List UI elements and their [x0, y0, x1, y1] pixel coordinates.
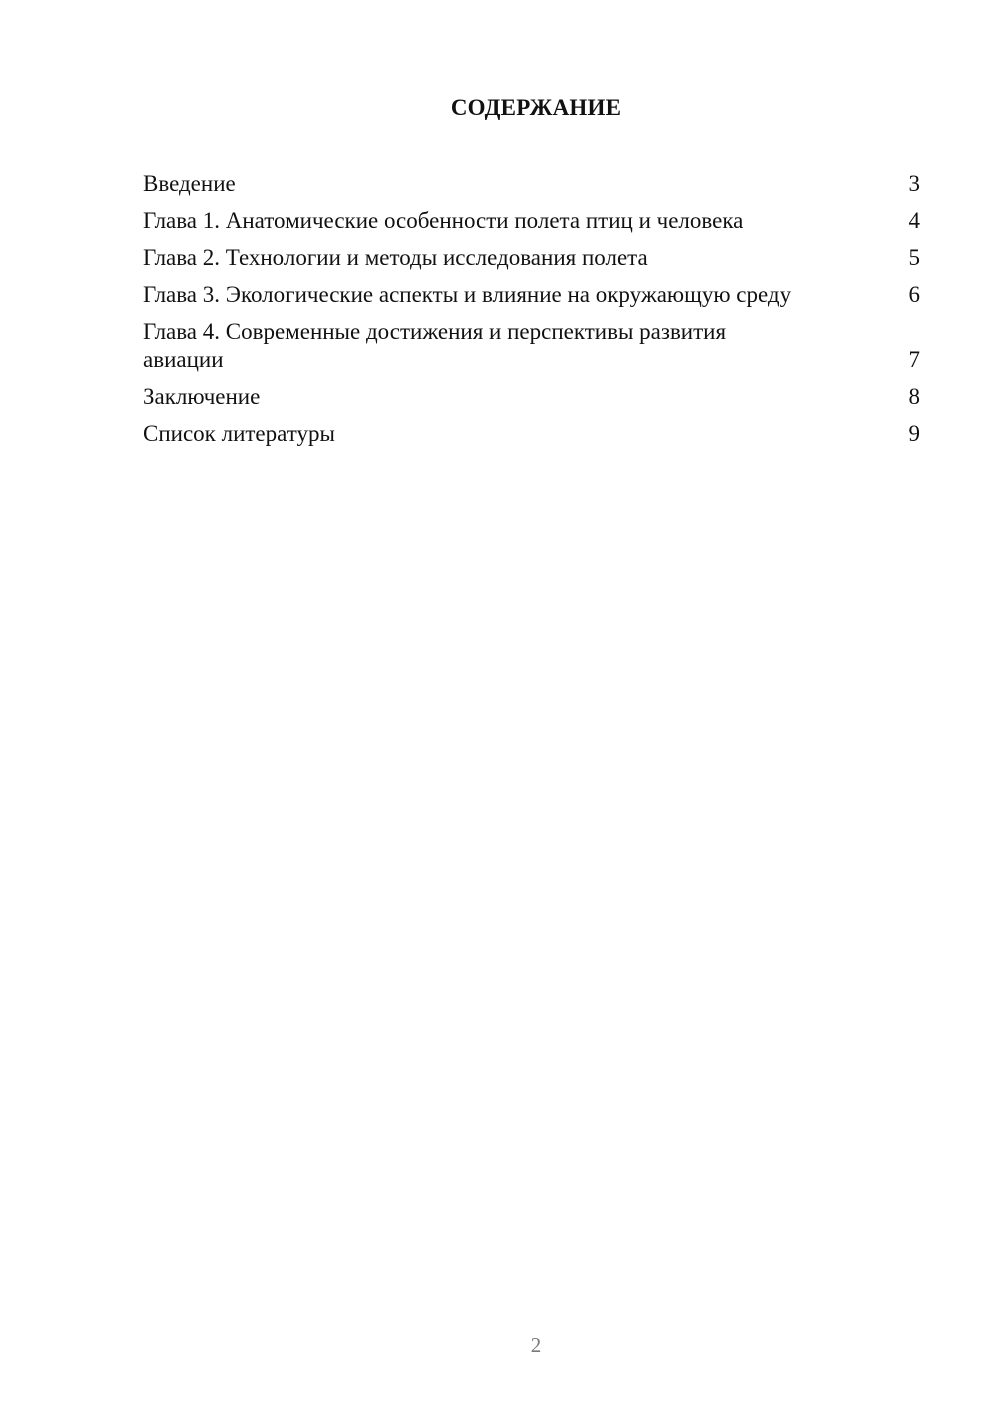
toc-entry-label: Глава 4. Современные достижения и перспективы развития авиации: [143, 319, 727, 372]
page-number: 2: [530, 1333, 542, 1357]
toc-entry-label: Заключение: [143, 384, 261, 409]
toc-entry-page: 5: [908, 245, 920, 270]
toc-entry-label: Глава 1. Анатомические особенности полета птиц и человека: [143, 208, 744, 233]
toc-entry-page: 6: [908, 282, 920, 307]
page-title: СОДЕРЖАНИЕ: [450, 95, 622, 120]
toc-entry-label: Глава 2. Технологии и методы исследования полета: [143, 245, 648, 270]
toc-entry-page: 7: [908, 347, 920, 372]
toc-entry-chapter-2[interactable]: [143, 244, 920, 272]
toc-entry-label: Список литературы: [143, 421, 335, 446]
toc-entry-page: 9: [908, 421, 920, 446]
toc-entry-references[interactable]: [143, 420, 920, 448]
toc-entry-page: 3: [908, 171, 920, 196]
toc-entry-page: 4: [908, 208, 920, 233]
table-of-contents: [143, 170, 920, 457]
toc-entry-label: Глава 3. Экологические аспекты и влияние на окружающую среду: [143, 282, 792, 307]
toc-entry-page: 8: [908, 384, 920, 409]
toc-entry-chapter-1[interactable]: [143, 207, 920, 235]
toc-entry-label: Введение: [143, 171, 236, 196]
toc-entry-chapter-3[interactable]: [143, 281, 920, 309]
toc-entry-introduction[interactable]: [143, 170, 920, 198]
toc-entry-chapter-4[interactable]: [143, 318, 920, 374]
toc-entry-conclusion[interactable]: [143, 383, 920, 411]
